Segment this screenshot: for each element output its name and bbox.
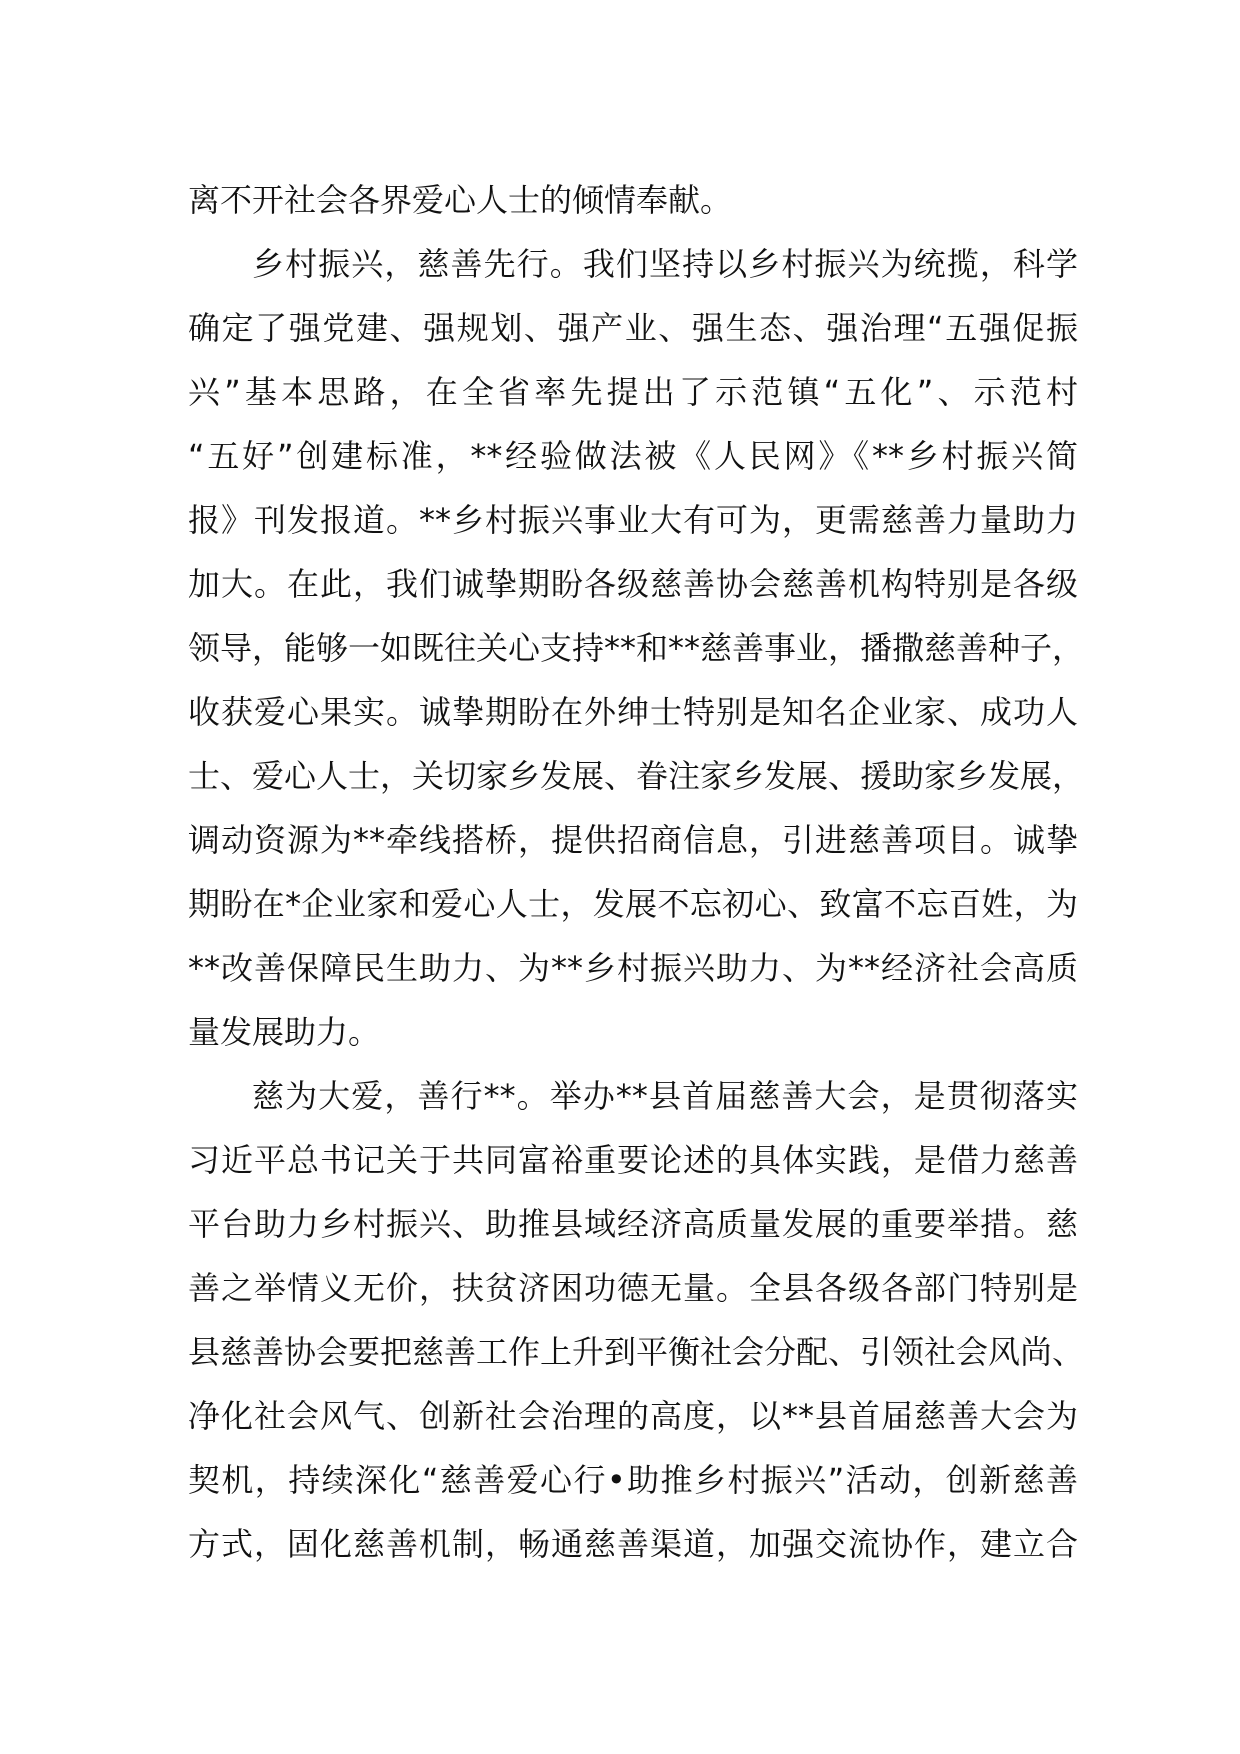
text-line: 善之举情义无价，扶贫济困功德无量。全县各级各部门特别是 — [188, 1269, 1078, 1307]
text-line: 乡村振兴，慈善先行。我们坚持以乡村振兴为统揽，科学 — [252, 245, 1078, 283]
text-line: 契机，持续深化“慈善爱心行•助推乡村振兴”活动，创新慈善 — [188, 1461, 1078, 1499]
text-line: 离不开社会各界爱心人士的倾情奉献。 — [188, 181, 733, 219]
text-line: 收获爱心果实。诚挚期盼在外绅士特别是知名企业家、成功人 — [188, 693, 1078, 731]
text-line: 量发展助力。 — [188, 1013, 381, 1051]
document-body — [188, 168, 1085, 1576]
text-line: 加大。在此，我们诚挚期盼各级慈善协会慈善机构特别是各级 — [188, 565, 1078, 603]
paragraph — [188, 168, 1078, 232]
paragraph — [188, 232, 1085, 1064]
text-line: 净化社会风气、创新社会治理的高度，以**县首届慈善大会为 — [188, 1397, 1078, 1435]
text-line: “五好”创建标准，**经验做法被《人民网》《**乡村振兴简 — [188, 437, 1078, 475]
text-line: 领导，能够一如既往关心支持**和**慈善事业，播撒慈善种子， — [188, 629, 1085, 667]
text-line: 期盼在*企业家和爱心人士，发展不忘初心、致富不忘百姓，为 — [188, 885, 1078, 923]
paragraph — [188, 1064, 1085, 1576]
text-line: 调动资源为**牵线搭桥，提供招商信息，引进慈善项目。诚挚 — [188, 821, 1078, 859]
text-line: 平台助力乡村振兴、助推县域经济高质量发展的重要举措。慈 — [188, 1205, 1078, 1243]
text-line: 士、爱心人士，关切家乡发展、眷注家乡发展、援助家乡发展， — [188, 757, 1085, 795]
text-line: **改善保障民生助力、为**乡村振兴助力、为**经济社会高质 — [188, 949, 1078, 987]
text-line: 报》刊发报道。**乡村振兴事业大有可为，更需慈善力量助力 — [188, 501, 1078, 539]
text-line: 慈为大爱，善行**。举办**县首届慈善大会，是贯彻落实 — [252, 1077, 1078, 1115]
text-line: 方式，固化慈善机制，畅通慈善渠道，加强交流协作，建立合 — [188, 1525, 1078, 1563]
text-line: 县慈善协会要把慈善工作上升到平衡社会分配、引领社会风尚、 — [188, 1333, 1085, 1371]
text-line: 兴”基本思路，在全省率先提出了示范镇“五化”、示范村 — [188, 373, 1078, 411]
text-line: 确定了强党建、强规划、强产业、强生态、强治理“五强促振 — [188, 309, 1078, 347]
text-line: 习近平总书记关于共同富裕重要论述的具体实践，是借力慈善 — [188, 1141, 1078, 1179]
